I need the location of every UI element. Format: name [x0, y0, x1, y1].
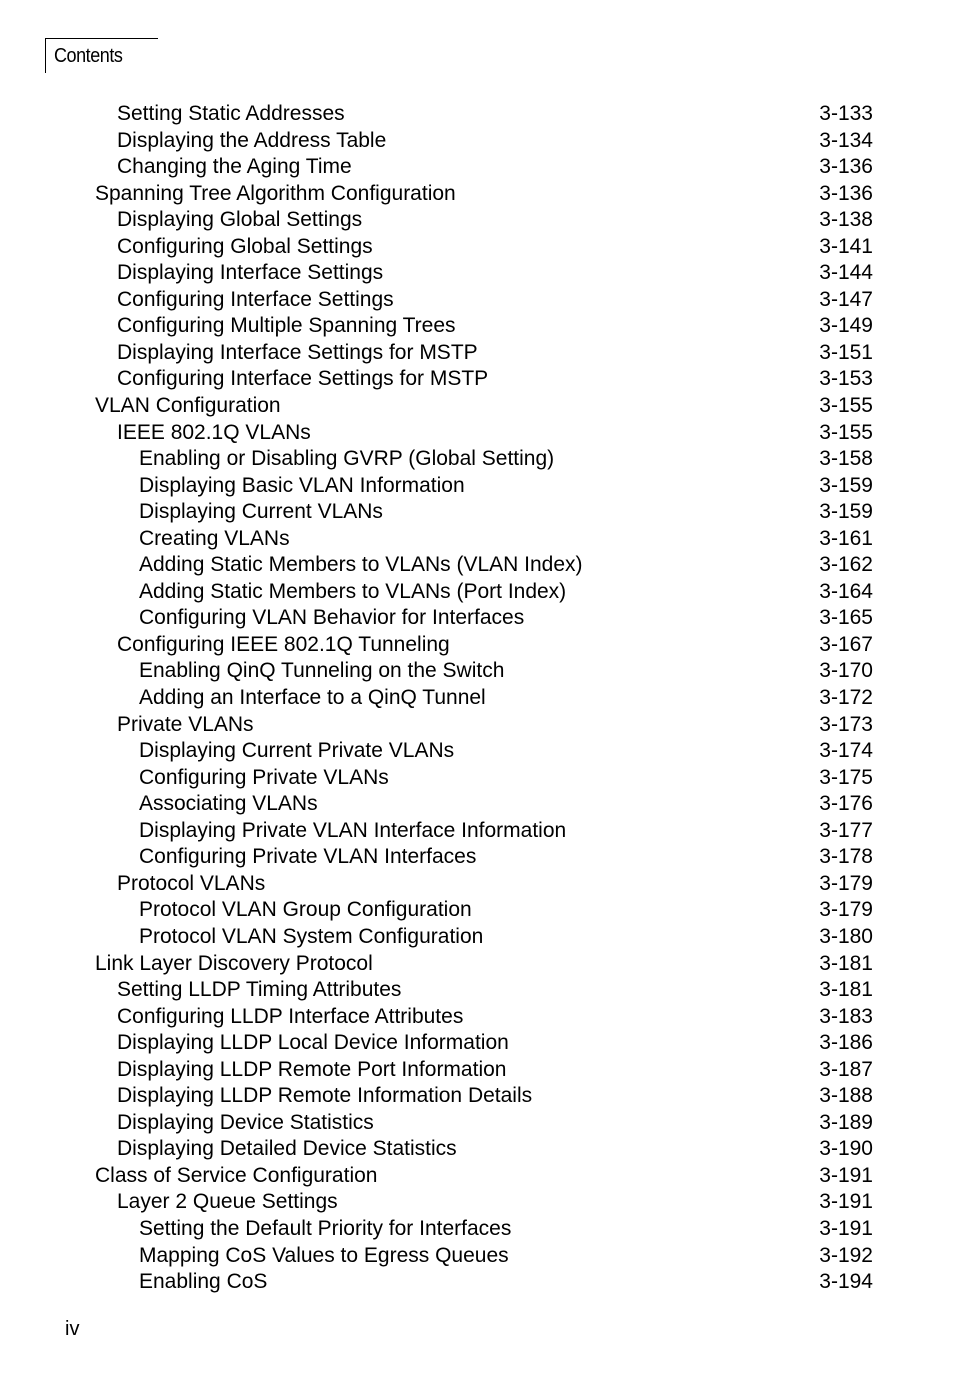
toc-entry-page: 3-170	[819, 659, 873, 683]
toc-entry-page: 3-172	[819, 686, 873, 710]
toc-entry[interactable]	[0, 1136, 954, 1163]
toc-entry-page: 3-191	[819, 1190, 873, 1214]
toc-entry-page: 3-165	[819, 606, 873, 630]
toc-entry-page: 3-183	[819, 1004, 873, 1028]
toc-entry-title: Configuring IEEE 802.1Q Tunneling	[117, 632, 450, 656]
toc-entry-page: 3-144	[819, 261, 873, 285]
toc-entry[interactable]	[0, 977, 954, 1004]
toc-entry[interactable]	[0, 951, 954, 978]
toc-entry-page: 3-187	[819, 1057, 873, 1081]
toc-entry[interactable]	[0, 1216, 954, 1243]
toc-entry-title: Creating VLANs	[139, 526, 290, 550]
toc-entry-title: Displaying Private VLAN Interface Information	[139, 818, 567, 842]
page-number: iv	[65, 1318, 80, 1340]
toc-entry-title: Protocol VLANs	[117, 871, 266, 895]
toc-entry[interactable]	[0, 791, 954, 818]
toc-entry[interactable]	[0, 1243, 954, 1270]
toc-entry[interactable]	[0, 738, 954, 765]
toc-entry-title: Mapping CoS Values to Egress Queues	[139, 1243, 509, 1267]
toc-entry[interactable]	[0, 234, 954, 261]
toc-entry[interactable]	[0, 1083, 954, 1110]
toc-entry[interactable]	[0, 207, 954, 234]
toc-entry-title: Configuring VLAN Behavior for Interfaces	[139, 606, 525, 630]
toc-entry[interactable]	[0, 685, 954, 712]
toc-entry-page: 3-186	[819, 1031, 873, 1055]
toc-entry-page: 3-161	[819, 526, 873, 550]
toc-entry[interactable]	[0, 393, 954, 420]
toc-entry-title: Displaying Current Private VLANs	[139, 739, 455, 763]
toc-entry-page: 3-181	[819, 978, 873, 1002]
toc-entry[interactable]	[0, 446, 954, 473]
toc-entry[interactable]	[0, 526, 954, 553]
toc-entry-title: VLAN Configuration	[95, 394, 281, 418]
toc-entry-page: 3-179	[819, 871, 873, 895]
toc-entry[interactable]	[0, 340, 954, 367]
toc-entry[interactable]	[0, 924, 954, 951]
toc-entry-title: Setting Static Addresses	[117, 102, 345, 125]
toc-entry-title: Enabling QinQ Tunneling on the Switch	[139, 659, 505, 683]
toc-entry[interactable]	[0, 712, 954, 739]
toc-entry-page: 3-192	[819, 1243, 873, 1267]
toc-entry[interactable]	[0, 473, 954, 500]
toc-entry-page: 3-188	[819, 1084, 873, 1108]
toc-entry-page: 3-191	[819, 1216, 873, 1240]
toc-entry[interactable]	[0, 366, 954, 393]
toc-entry-title: Displaying Current VLANs	[139, 500, 383, 524]
toc-entry-page: 3-162	[819, 553, 873, 577]
toc-entry-page: 3-164	[819, 579, 873, 603]
toc-entry-title: Configuring Interface Settings	[117, 287, 394, 311]
toc-entry-page: 3-177	[819, 818, 873, 842]
toc-entry-page: 3-181	[819, 951, 873, 975]
toc-entry-title: Displaying LLDP Remote Port Information	[117, 1057, 507, 1081]
toc-entry-title: Displaying Interface Settings for MSTP	[117, 340, 478, 364]
toc-entry-page: 3-141	[819, 234, 873, 258]
toc-entry-title: Enabling or Disabling GVRP (Global Setting)	[139, 447, 555, 471]
toc-entry-page: 3-194	[819, 1270, 873, 1294]
toc-entry-title: Displaying LLDP Local Device Information	[117, 1031, 509, 1055]
toc-entry[interactable]	[0, 128, 954, 155]
toc-entry-title: Link Layer Discovery Protocol	[95, 951, 373, 975]
toc-entry-page: 3-167	[819, 632, 873, 656]
toc-entry-page: 3-147	[819, 287, 873, 311]
toc-entry-page: 3-175	[819, 765, 873, 789]
toc-entry[interactable]	[0, 1163, 954, 1190]
toc-entry[interactable]	[0, 658, 954, 685]
toc-entry-page: 3-159	[819, 500, 873, 524]
toc-entry-page: 3-136	[819, 181, 873, 205]
toc-entry[interactable]	[0, 632, 954, 659]
toc-entry-page: 3-149	[819, 314, 873, 338]
section-label: Contents	[54, 45, 123, 67]
toc-entry-title: Private VLANs	[117, 712, 254, 736]
toc-entry-title: Displaying Global Settings	[117, 208, 363, 232]
toc-entry-title: Displaying Interface Settings	[117, 261, 384, 285]
toc-entry-page: 3-190	[819, 1137, 873, 1161]
toc-entry[interactable]	[0, 154, 954, 181]
toc-entry-page: 3-189	[819, 1110, 873, 1134]
toc-entry-title: Adding Static Members to VLANs (VLAN Index)	[139, 553, 583, 577]
toc-entry-title: Adding Static Members to VLANs (Port Index)	[139, 579, 567, 603]
toc-entry[interactable]	[0, 579, 954, 606]
toc-entry-title: Displaying Detailed Device Statistics	[117, 1137, 457, 1161]
toc-entry[interactable]	[0, 871, 954, 898]
toc-entry-title: Enabling CoS	[139, 1270, 268, 1294]
toc-entry-title: Spanning Tree Algorithm Configuration	[95, 181, 456, 205]
toc-entry-title: Configuring Private VLAN Interfaces	[139, 845, 477, 869]
toc-entry-title: Protocol VLAN Group Configuration	[139, 898, 472, 922]
toc-entry[interactable]	[0, 260, 954, 287]
toc-entry-title: Configuring Private VLANs	[139, 765, 389, 789]
toc-entry-title: IEEE 802.1Q VLANs	[117, 420, 311, 444]
toc-entry-title: Displaying LLDP Remote Information Details	[117, 1084, 533, 1108]
toc-entry-page: 3-151	[819, 340, 873, 364]
toc-entry-title: Configuring Multiple Spanning Trees	[117, 314, 456, 338]
toc-entry[interactable]	[0, 1189, 954, 1216]
toc-entry-page: 3-138	[819, 208, 873, 232]
toc-entry-page: 3-155	[819, 420, 873, 444]
toc-entry[interactable]	[0, 181, 954, 208]
toc-entry[interactable]	[0, 1057, 954, 1084]
toc-entry[interactable]	[0, 420, 954, 447]
toc-entry-title: Displaying Basic VLAN Information	[139, 473, 465, 497]
toc-entry-page: 3-178	[819, 845, 873, 869]
toc-entry-page: 3-136	[819, 155, 873, 179]
toc-entry[interactable]	[0, 1004, 954, 1031]
toc-entry-title: Associating VLANs	[139, 792, 318, 816]
toc-entry[interactable]	[0, 499, 954, 526]
toc-entry[interactable]	[0, 818, 954, 845]
toc-entry[interactable]	[0, 313, 954, 340]
toc-entry-title: Configuring Interface Settings for MSTP	[117, 367, 489, 391]
toc-entry-title: Class of Service Configuration	[95, 1163, 378, 1187]
toc-entry-page: 3-153	[819, 367, 873, 391]
toc-entry[interactable]	[0, 1110, 954, 1137]
toc-entry-title: Setting the Default Priority for Interfaces	[139, 1216, 512, 1240]
toc-entry-title: Protocol VLAN System Configuration	[139, 924, 484, 948]
toc-entry-page: 3-173	[819, 712, 873, 736]
toc-entry[interactable]	[0, 605, 954, 632]
toc-entry-title: Changing the Aging Time	[117, 155, 352, 179]
table-of-contents	[0, 101, 954, 1296]
toc-entry-title: Configuring LLDP Interface Attributes	[117, 1004, 464, 1028]
toc-entry-page: 3-180	[819, 924, 873, 948]
toc-entry-title: Setting LLDP Timing Attributes	[117, 978, 402, 1002]
toc-entry[interactable]	[0, 765, 954, 792]
toc-entry-title: Displaying Device Statistics	[117, 1110, 374, 1134]
toc-entry-page: 3-155	[819, 394, 873, 418]
running-header	[45, 38, 158, 73]
toc-entry[interactable]	[0, 1030, 954, 1057]
toc-entry[interactable]	[0, 287, 954, 314]
toc-entry-page: 3-159	[819, 473, 873, 497]
toc-entry-title: Displaying the Address Table	[117, 128, 387, 152]
toc-entry-title: Layer 2 Queue Settings	[117, 1190, 338, 1214]
toc-entry-title: Configuring Global Settings	[117, 234, 373, 258]
toc-entry[interactable]	[0, 897, 954, 924]
toc-entry[interactable]	[0, 552, 954, 579]
toc-entry-page: 3-174	[819, 739, 873, 763]
toc-entry-page: 3-179	[819, 898, 873, 922]
toc-entry-title: Adding an Interface to a QinQ Tunnel	[139, 686, 486, 710]
toc-entry[interactable]	[0, 844, 954, 871]
toc-entry-page: 3-158	[819, 447, 873, 471]
toc-entry[interactable]	[0, 1269, 954, 1296]
toc-entry-page: 3-176	[819, 792, 873, 816]
toc-entry[interactable]	[0, 101, 954, 128]
toc-entry-page: 3-133	[819, 102, 873, 125]
toc-entry-page: 3-191	[819, 1163, 873, 1187]
toc-entry-page: 3-134	[819, 128, 873, 152]
